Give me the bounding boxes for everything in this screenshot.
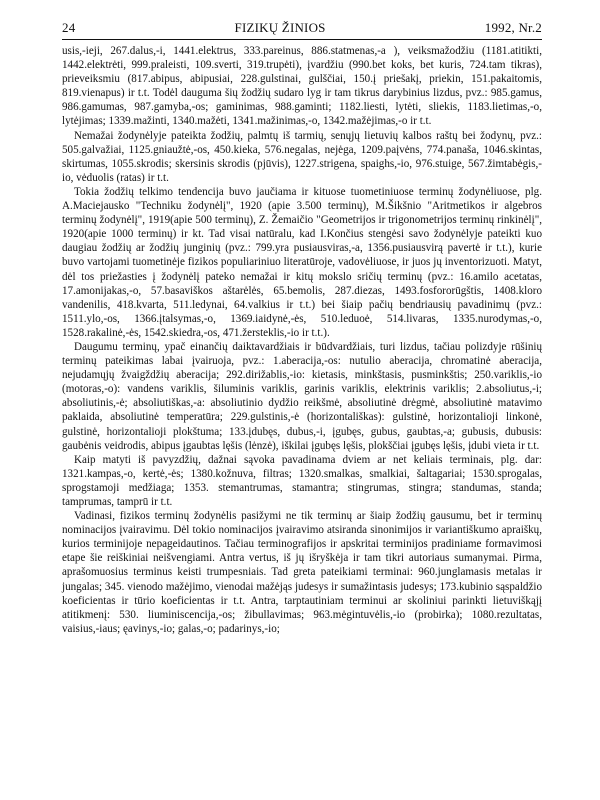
paragraph-5: Kaip matyti iš pavyzdžių, dažnai sąvoka pavadinama dviem ar net keliais terminais, plg. dar: 1321.kampas,-o, kertė,-ės; 1380.kožnuva, filtras; 1320.smalkas, smalkiai, šaltagariai; 1530.sprogalas, sprogstamoji medžiaga; 1353. stemantrumas, stamantra; stingrumas, stingra; standumas, standa; tamprumas, tamprū ir t.t. [62, 453, 542, 508]
paragraph-3: Tokia žodžių telkimo tendencija buvo jaučiama ir kituose tuometiniuose terminų žodynėliuose, plg. A.Maciejausko "Techniku žodynėlį", 1920 (apie 3.500 terminų), M.Šikšnio "Aritmetikos ir algebros terminų žodynėlį", 1919(apie 500 terminų), Z. Žemaičio "Geometrijos ir trigonometrijos terminų rinkinėlį", 1920(apie 1000 terminų) ir kt. Tad visai natūralu, kad I.Končius stengėsi savo žodynėlyje pateikti kuo daugiau žodžių ar žodžių junginių (pvz.: 799.yra pusiausviras,-a, 1356.pusiausvirą pavertė ir t.t.), kurie buvo vartojami tuometinėje fizikos populiariniuo literatūroje, vadovėliuose, ir juos jų inventorizuoti. Matyt, dėl tos priežasties į žodynėlį pateko nemažai ir kitų mokslo sričių terminų (pvz.: 16.amilo acetatas, 17.amonijakas,-o, 57.basaviškos aštarėlės, 65.bemolis, 287.diezas, 1493.fosfororūgštis, 1408.kloro vandenilis, 418.kvarta, 511.ledynai, 64.valkius ir t.t.) bei šiaip pačių bendriausių pavadinimų (pvz.: 1511.ylo,-os, 1366.įtalsymas,-o, 1369.iaidynė,-ės, 510.leduoė, 514.livaras, 1335.nurodymas,-o, 1528.rakalinė,-ės, 1542.skiedra,-os, 471.žersteklis,-io ir t.t.). [62, 185, 542, 339]
article-body [62, 44, 542, 636]
paragraph-6: Vadinasi, fizikos terminų žodynėlis pasižymi ne tik terminų ar šiaip žodžių gausumu, bet ir terminų nominacijos įvairavimu. Dėl tokio nominacijos įvairavimo atsiranda sinonimijos ir variantiškumo apraiškų, kurios terminijoje nepageidautinos. Tačiau terminografijos ir apskritai terminijos pradiniame formavimosi etape šie reiškiniai neišvengiami. Antra vertus, iš jų išryškėja ir tam tikri autoriaus sumanymai. Pirma, aprašomuosius terminus keisti trumpesniais. Tad greta pateikiami terminai: 960.junglamasis metalas ir jungalas; 345. vienodo mažėjimo, vienodai mažėjąs judesys ir sumažintasis judesys; 173.kubinio sąspaldžio koeficientas ir tūrio koeficientas ir t.t. Antra, tarptautiniam terminui ar skoliniui parinkti lietuviškąjį atitikmenį: 530. liuminiscencija,-os; žibullavimas; 963.mėgintuvėlis,-io (probirka); 1080.rezultatas, vaisius,-iaus; ęavinys,-io; galas,-o; padarinys,-io; [62, 510, 542, 635]
paragraph-4: Daugumu terminų, ypač einančių daiktavardžiais ir būdvardžiais, turi lizdus, tačiau polizdyje rūšinių terminų pateikimas labai įvairuoja, pvz.: 1.aberacija,-os: nutulio aberacija, chromatinė aberacija, nejudamųjų žvaigždžių aberacija; 292.dirižablis,-io: kietasis, minkštasis, pusminkštis; 250.variklis,-io (motoras,-o): vandens variklis, šiluminis variklis, garinis variklis, elektrinis variklis; 2.absoliutus,-i; absoliutinis,-ė; absoliutiškas,-a: absoliutinio dydžio reikšmė, absoliutinė drėgmė, absoliutinė matavimo paklaida, absoliutinė temperatūra; 229.gulstinis,-ė (horizontališkas): gulstinė, horizontalioji linkonė, gulstinė, horizontalioji plokštuma; 133.įdubęs, dubus,-i, įgubęs, gubus, gaubtas,-a; gubusis, dubusis: gaubėnis veidrodis, abipus įgaubtas lęšis (lėnzė), iškilai įgubęs lęšis, plokščiai įgubęs lęšis, įdubi vieta ir t.t. [62, 340, 542, 452]
journal-page [62, 20, 542, 636]
page-number: 24 [62, 20, 76, 35]
page-header [62, 20, 542, 40]
paragraph-2: Nemažai žodynėlyje pateikta žodžių, palmtų iš tarmių, senųjų lietuvių kalbos raštų bei žodynų, pvz.: 505.galvažiai, 1125.gniaužtė,-os, 450.kieka, 576.negalas, nejėga, 1209.paįvėns, 774.panaša, 1046.skintas, skirtumas, 1055.skrodis; skersinis skrodis (pjūvis), 1227.strigena, spaighs,-io, 976.stuige, 567.žimtabėgis,-io, vėduolis (ratas) ir t.t. [62, 129, 542, 184]
paragraph-1: usis,-ieji, 267.dalus,-i, 1441.elektrus, 333.pareinus, 886.statmenas,-a ), veiksmažodžiu (1181.atitikti, 1442.elektrėti, 999.praleisti, 109.sverti, 319.trupėti), įvardžiu (990.bet koks, bet kuris, 724.tam tikras), prieveiksmiu (817.abipus, abipusiai, 228.gulstinai, gulščiai, 150.į priešakį, priekin, 151.pakaitomis, 819.vienapus) ir t.t. Todėl dauguma šių žodžių sudaro lyg ir tam tikrus darybinius lizdus, pvz.: 985.gamus, 986.gamumas, 987.gamyba,-os; gaminimas, 988.gaminti; 1182.liesti, lytėti, sliekis, 1183.lietimas,-o, lytėjimas; 1339.mažinti, 1340.mažėti, 1341.mažinimas,-o, 1342.mažėjimas,-o ir t.t. [62, 45, 542, 128]
issue-number: 1992, Nr.2 [484, 20, 542, 35]
journal-title: FIZIKŲ ŽINIOS [234, 20, 326, 35]
